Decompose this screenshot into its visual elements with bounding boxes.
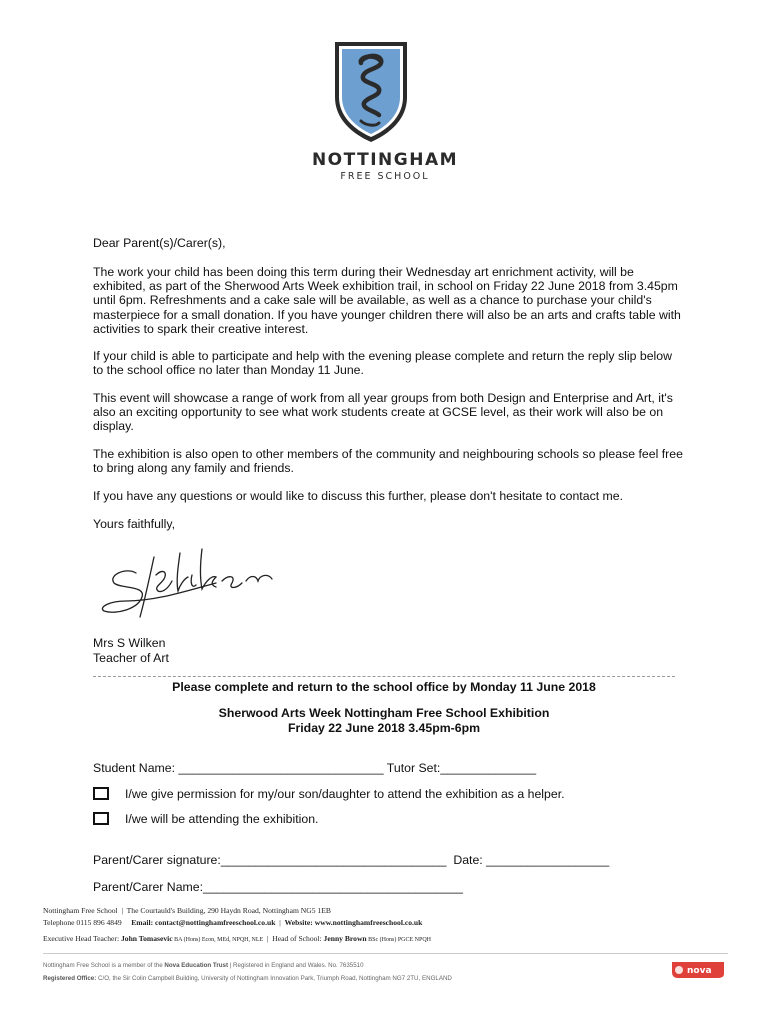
school-subtitle: FREE SCHOOL [340,171,430,182]
exec-head-name: John Tomasevic [120,934,173,943]
footer-email[interactable]: Email: contact@nottinghamfreeschool.co.uk [131,918,276,927]
nova-trust-logo [668,958,728,980]
legal-trust: Nova Education Trust [164,962,229,969]
head-label: Head of School: [272,934,324,943]
event-title: Sherwood Arts Week Nottingham Free School Exhibition [218,706,550,720]
helper-checkbox[interactable] [93,787,109,800]
school-crest-logo [331,39,411,145]
handwritten-signature [96,545,286,635]
footer-staff: Executive Head Teacher: John Tomasevic BA (Hons) Econ, MEd, NPQH, NLE | Head of School: Jenny Brown BSc (Hons) PGCE NPQH [43,934,432,943]
carer-name-field[interactable]: Parent/Carer Name:______________________________________ [93,880,463,894]
legal-office-label: Registered Office: [43,975,97,982]
exec-head-label: Executive Head Teacher: [43,934,121,943]
school-name: NOTTINGHAM [311,150,459,170]
footer-address [43,906,331,915]
letter-paragraph-4: The exhibition is also open to other members of the community and neighbouring schools so please feel free to bring along any family and friends. [93,447,683,476]
attending-option-label: I/we will be attending the exhibition. [125,812,319,826]
footer-website[interactable]: Website: www.nottinghamfreeschool.co.uk [284,918,423,927]
legal-line-1 [43,962,364,969]
exec-head-quals: BA (Hons) Econ, MEd, NPQH, NLE [172,937,264,943]
signer-title: Teacher of Art [93,651,169,665]
letter-paragraph-1: The work your child has been doing this term during their Wednesday art enrichment activity, will be exhibited, as part of the Sherwood Arts Week exhibition trail, in school on Friday 22 June 2018 from 3.45pm until 6pm. Refreshments and a cake sale will be available, as well as a chance to purchase your child's masterpiece for a small donation. If you have younger children there will also be an arts and crafts table with activities to spark their creative interest. [93,265,681,336]
head-quals: BSc (Hons) PGCE NPQH [366,937,432,943]
letter-paragraph-5: If you have any questions or would like to discuss this further, please don't hesitate to contact me. [93,489,624,503]
footer-phone: Telephone 0115 896 4849 [43,918,122,927]
carer-signature-field[interactable]: Parent/Carer signature:_________________________________ Date: __________________ [93,853,610,867]
letter-paragraph-2: If your child is able to participate and help with the evening please complete and return the reply slip below to the school office no later than Monday 11 June. [93,349,672,378]
helper-option-label: I/we give permission for my/our son/daughter to attend the exhibition as a helper. [125,787,565,801]
footer-divider [43,953,728,954]
legal-line-2 [43,975,452,982]
legal-office-text: C/O, the Sir Colin Campbell Building, University of Nottingham Innovation Park, Triumph Road, Nottingham NG7 2TU, ENGLAND [96,975,452,982]
footer-contact: Telephone 0115 896 4849 Email: contact@nottinghamfreeschool.co.uk | Website: www.nottinghamfreeschool.co.uk [43,918,423,927]
salutation: Dear Parent(s)/Carer(s), [93,236,226,250]
legal-start: Nottingham Free School is a member of the [43,962,165,969]
letter-paragraph-3: This event will showcase a range of work from all year groups from both Design and Enterprise and Art, it's also an exciting opportunity to see what work students create at GCSE level, as their work will also be on display. [93,391,673,434]
footer-address-text: | The Courtauld's Building, 290 Haydn Road, Nottingham NG5 1EB [117,906,331,915]
cut-line [93,676,675,677]
nova-logo-text: nova [687,966,712,976]
event-date: Friday 22 June 2018 3.45pm-6pm [287,721,481,735]
attending-checkbox[interactable] [93,812,109,825]
reply-instruction: Please complete and return to the school office by Monday 11 June 2018 [172,680,596,694]
footer-school-name: Nottingham Free School [43,906,118,915]
signer-name: Mrs S Wilken [93,636,166,650]
closing: Yours faithfully, [93,517,176,531]
student-name-field[interactable]: Student Name: ______________________________ Tutor Set:______________ [93,761,537,775]
legal-end: | Registered in England and Wales. No. 7635510 [228,962,364,969]
head-name: Jenny Brown [323,934,367,943]
